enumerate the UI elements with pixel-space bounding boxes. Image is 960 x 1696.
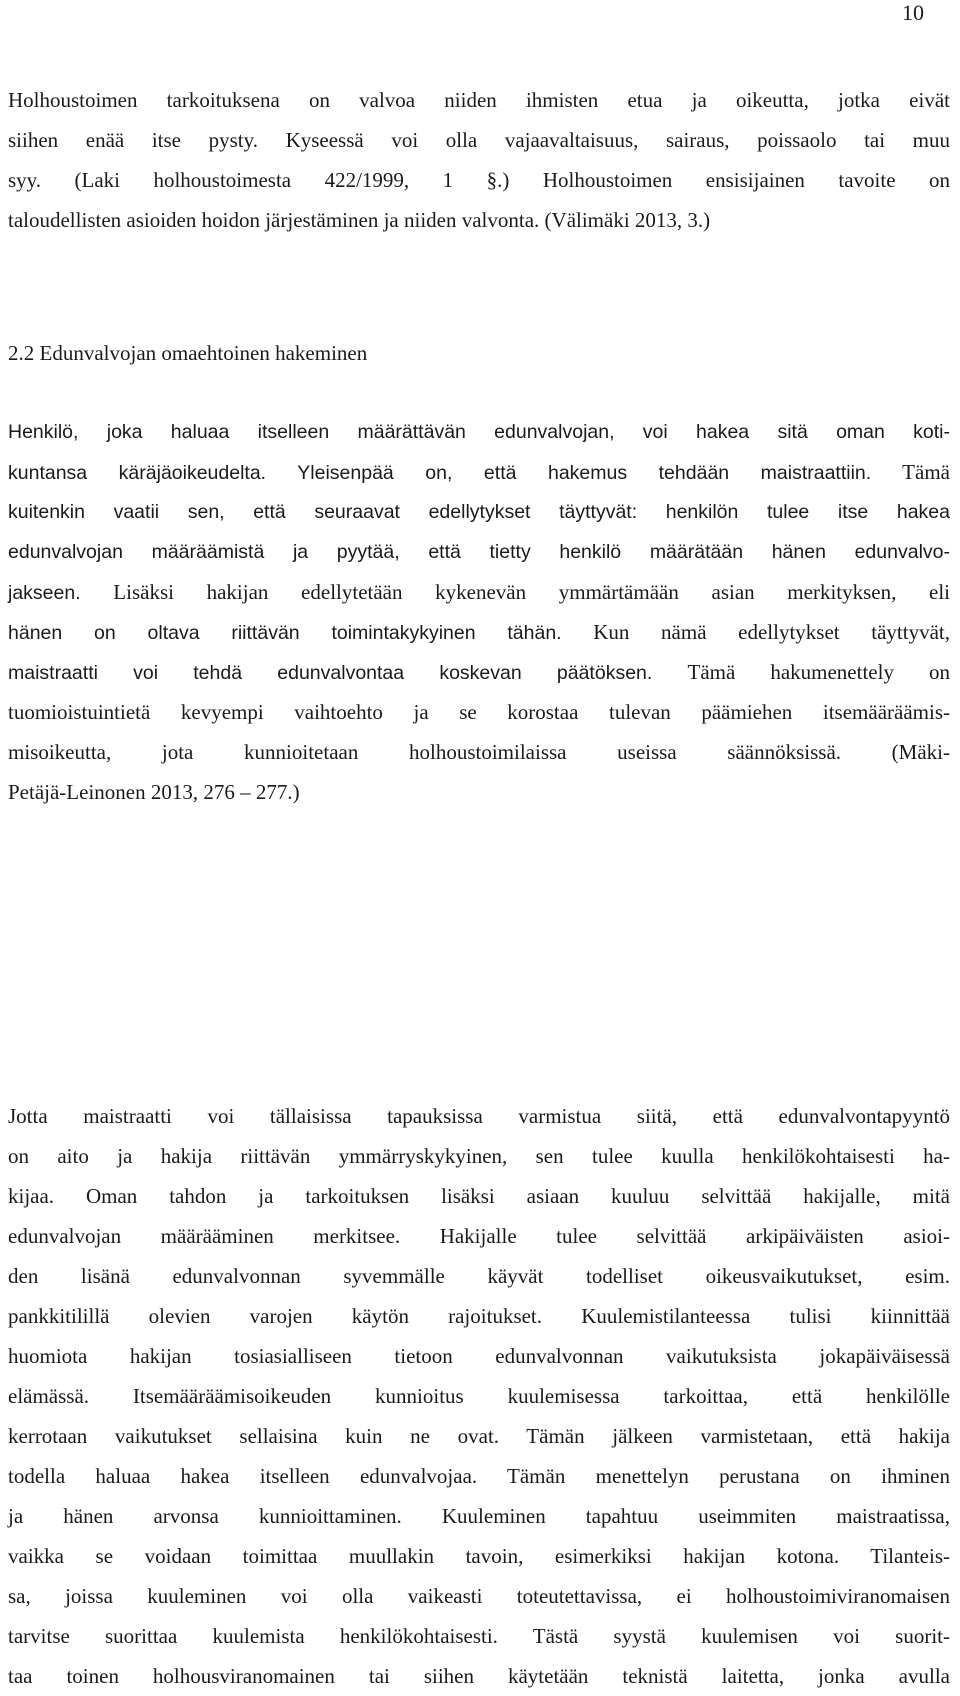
- text-line: ja hänen arvonsa kunnioittaminen. Kuuleminen tapahtuu useimmiten maistraatissa,: [8, 1504, 950, 1528]
- text-segment: kuntansa käräjäoikeudelta. Yleisenpää on, että hakemus tehdään maistraattiin.: [8, 462, 872, 484]
- section-heading: [8, 333, 950, 373]
- text-line: elämässä. Itsemääräämisoikeuden kunnioitus kuulemisessa tarkoittaa, että henkilölle: [8, 1384, 950, 1408]
- text-line: edunvalvojan määrääminen merkitsee. Hakijalle tulee selvittää arkipäiväisten asioi-: [8, 1224, 950, 1248]
- text-line: maistraatti voi tehdä edunvalvontaa koskevan päätöksen. Tämä hakumenettely on: [8, 660, 950, 684]
- heading-text: 2.2 Edunvalvojan omaehtoinen hakeminen: [8, 341, 368, 365]
- text-line: taa toinen holhousviranomainen tai siihen käytetään teknistä laitetta, jonka avulla: [8, 1664, 950, 1688]
- text-line: Petäjä-Leinonen 2013, 276 – 277.): [8, 780, 300, 804]
- text-line: kuntansa käräjäoikeudelta. Yleisenpää on, että hakemus tehdään maistraattiin. Tämä: [8, 460, 950, 484]
- page-number: 10: [902, 0, 924, 25]
- text-line: Henkilö, joka haluaa itselleen määrättävän edunvalvojan, voi hakea sitä oman koti-: [8, 421, 950, 443]
- text-line: todella haluaa hakea itselleen edunvalvojaa. Tämän menettelyn perustana on ihminen: [8, 1464, 950, 1488]
- text-line: hänen on oltava riittävän toimintakykyinen tähän. Kun nämä edellytykset täyttyvät,: [8, 620, 950, 644]
- text-line: siihen enää itse pysty. Kyseessä voi olla vajaavaltaisuus, sairaus, poissaolo tai muu: [8, 128, 950, 152]
- text-line: huomiota hakijan tosiasialliseen tietoon edunvalvonnan vaikutuksista jokapäiväisessä: [8, 1344, 950, 1368]
- text-line: pankkitilillä olevien varojen käytön rajoitukset. Kuulemistilanteessa tulisi kiinnittää: [8, 1304, 950, 1328]
- text-line: taloudellisten asioiden hoidon järjestäminen ja niiden valvonta. (Välimäki 2013, 3.): [8, 208, 711, 232]
- text-line: sa, joissa kuuleminen voi olla vaikeasti toteutettavissa, ei holhoustoimiviranomaisen: [8, 1584, 950, 1608]
- paragraph-hearing: [8, 1096, 950, 1696]
- text-line: kuitenkin vaatii sen, että seuraavat edellytykset täyttyvät: henkilön tulee itse hakea: [8, 501, 950, 523]
- text-line: edunvalvojan määräämistä ja pyytää, että tietty henkilö määrätään hänen edunvalvo-: [8, 541, 950, 563]
- text-line: tarvitse suorittaa kuulemista henkilökohtaisesti. Tästä syystä kuulemisen voi suorit-: [8, 1624, 950, 1648]
- text-line: kerrotaan vaikutukset sellaisina kuin ne ovat. Tämän jälkeen varmistetaan, että hakija: [8, 1424, 950, 1448]
- text-line: misoikeutta, jota kunnioitetaan holhoustoimilaissa useissa säännöksissä. (Mäki-: [8, 740, 950, 764]
- text-line: on aito ja hakija riittävän ymmärryskykyinen, sen tulee kuulla henkilökohtaisesti ha-: [8, 1144, 950, 1168]
- text-line: den lisänä edunvalvonnan syvemmälle käyvät todelliset oikeusvaikutukset, esim.: [8, 1264, 950, 1288]
- text-line: Holhoustoimen tarkoituksena on valvoa niiden ihmisten etua ja oikeutta, jotka eivät: [8, 88, 950, 112]
- text-line: tuomioistuintietä kevyempi vaihtoehto ja se korostaa tulevan päämiehen itsemääräämis-: [8, 700, 950, 724]
- text-line: kijaa. Oman tahdon ja tarkoituksen lisäksi asiaan kuuluu selvittää hakijalle, mitä: [8, 1184, 950, 1208]
- text-segment: jakseen.: [8, 582, 81, 604]
- text-line: Jotta maistraatti voi tällaisissa tapauksissa varmistua siitä, että edunvalvontapyyntö: [8, 1104, 950, 1128]
- paragraph-application: [8, 412, 950, 812]
- text-line: syy. (Laki holhoustoimesta 422/1999, 1 §.) Holhoustoimen ensisijainen tavoite on: [8, 168, 950, 192]
- text-segment: hänen on oltava riittävän toimintakykyinen tähän.: [8, 622, 562, 644]
- text-line: vaikka se voidaan toimittaa muullakin tavoin, esimerkiksi hakijan kotona. Tilanteis-: [8, 1544, 950, 1568]
- paragraph-intro: [8, 80, 950, 240]
- text-line: jakseen. Lisäksi hakijan edellytetään kykenevän ymmärtämään asian merkityksen, eli: [8, 580, 950, 604]
